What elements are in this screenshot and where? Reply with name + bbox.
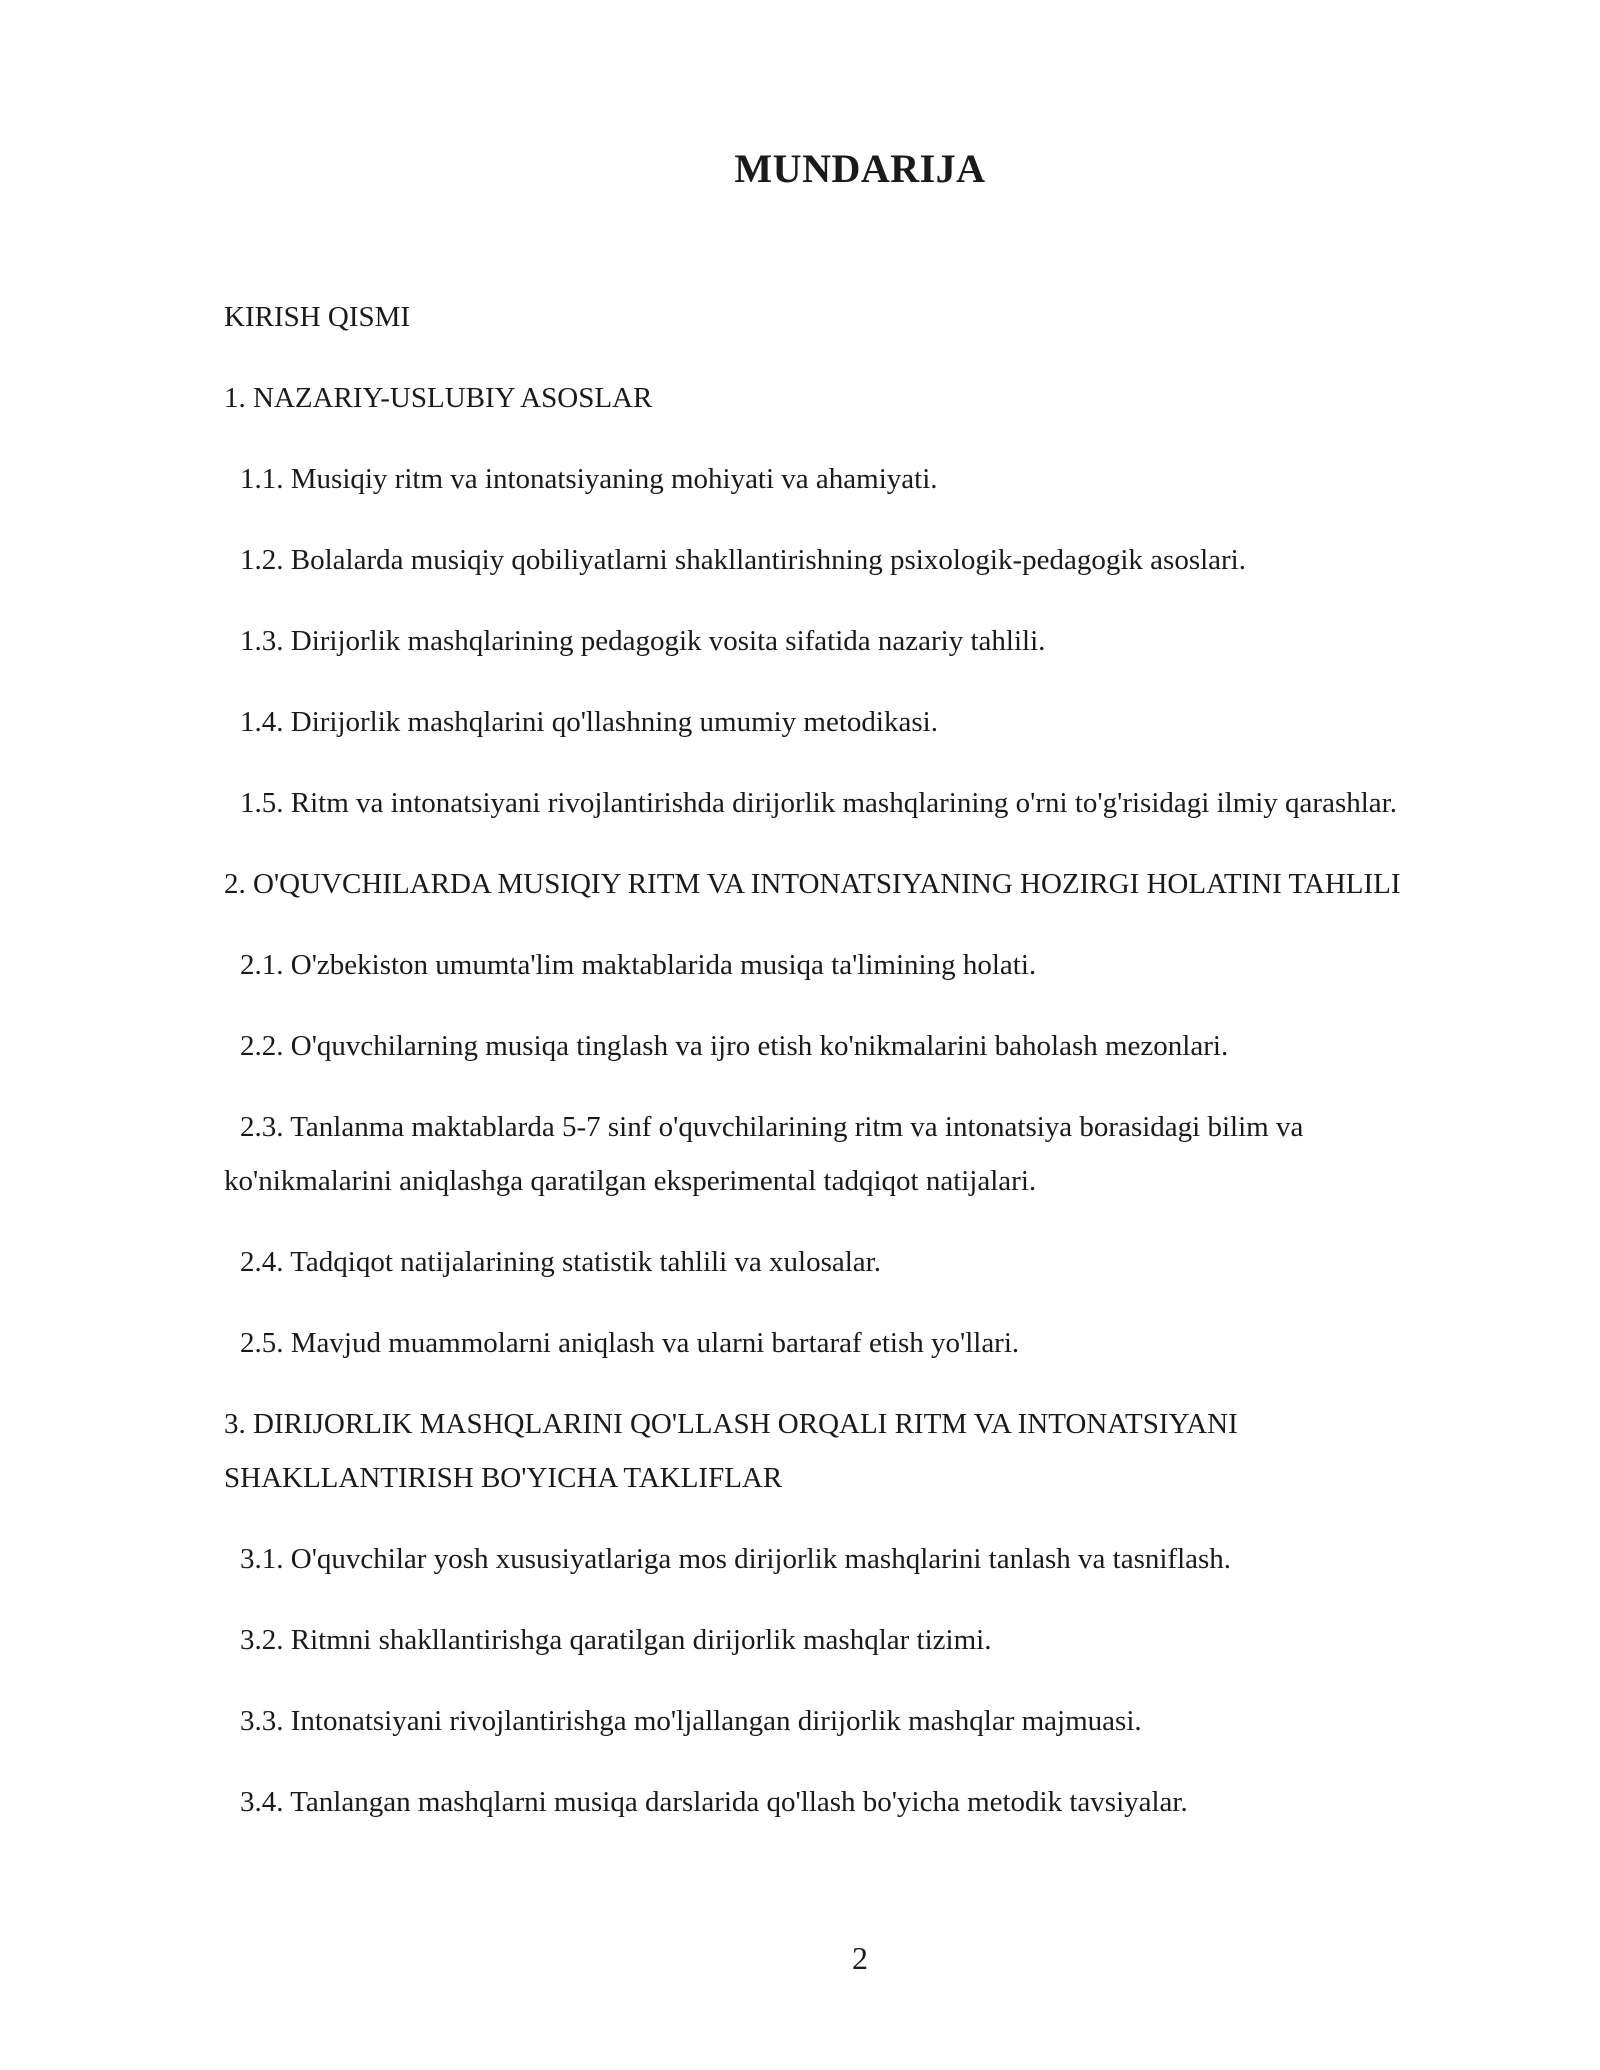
toc-entry-3-2: 3.2. Ritmni shakllantirishga qaratilgan dirijorlik mashqlar tizimi. (240, 1624, 992, 1656)
toc-entry-2-4: 2.4. Tadqiqot natijalarining statistik tahlili va xulosalar. (240, 1246, 881, 1278)
toc-entry-chapter-2: 2. O'QUVCHILARDA MUSIQIY RITM VA INTONATSIYANING HOZIRGI HOLATINI TAHLILI (224, 868, 1401, 900)
table-of-contents (224, 290, 1404, 1856)
toc-entry-2-5: 2.5. Mavjud muammolarni aniqlash va ularni bartaraf etish yo'llari. (240, 1327, 1020, 1359)
toc-entry-intro: KIRISH QISMI (224, 301, 411, 333)
toc-entry-1-2: 1.2. Bolalarda musiqiy qobiliyatlarni shakllantirishning psixologik-pedagogik asoslari. (240, 544, 1246, 576)
toc-entry-2-3: 2.3. Tanlanma maktablarda 5-7 sinf o'quvchilarining ritm va intonatsiya borasidagi bilim va ko'nikmalarini aniqlashga qaratilgan eksperimental tadqiqot natijalari. (224, 1111, 1304, 1197)
toc-entry-1-5: 1.5. Ritm va intonatsiyani rivojlantirishda dirijorlik mashqlarining o'rni to'g'risidagi ilmiy qarashlar. (240, 787, 1397, 819)
toc-entry-2-2: 2.2. O'quvchilarning musiqa tinglash va ijro etish ko'nikmalarini baholash mezonlari. (240, 1030, 1229, 1062)
page-number: 2 (852, 1940, 868, 1976)
toc-entry-1-4: 1.4. Dirijorlik mashqlarini qo'llashning umumiy metodikasi. (240, 706, 938, 738)
toc-entry-chapter-3: 3. DIRIJORLIK MASHQLARINI QO'LLASH ORQALI RITM VA INTONATSIYANI SHAKLLANTIRISH BO'YICHA TAKLIFLAR (224, 1408, 1238, 1494)
toc-entry-1-1: 1.1. Musiqiy ritm va intonatsiyaning mohiyati va ahamiyati. (240, 463, 938, 495)
toc-entry-3-3: 3.3. Intonatsiyani rivojlantirishga mo'ljallangan dirijorlik mashqlar majmuasi. (240, 1705, 1142, 1737)
toc-entry-chapter-1: 1. NAZARIY-USLUBIY ASOSLAR (224, 382, 653, 414)
toc-entry-3-4: 3.4. Tanlangan mashqlarni musiqa darslarida qo'llash bo'yicha metodik tavsiyalar. (240, 1786, 1188, 1818)
toc-entry-1-3: 1.3. Dirijorlik mashqlarining pedagogik vosita sifatida nazariy tahlili. (240, 625, 1046, 657)
toc-entry-3-1: 3.1. O'quvchilar yosh xususiyatlariga mos dirijorlik mashqlarini tanlash va tasniflash. (240, 1543, 1232, 1575)
toc-entry-2-1: 2.1. O'zbekiston umumta'lim maktablarida musiqa ta'limining holati. (240, 949, 1037, 981)
page-title: MUNDARIJA (734, 146, 986, 191)
